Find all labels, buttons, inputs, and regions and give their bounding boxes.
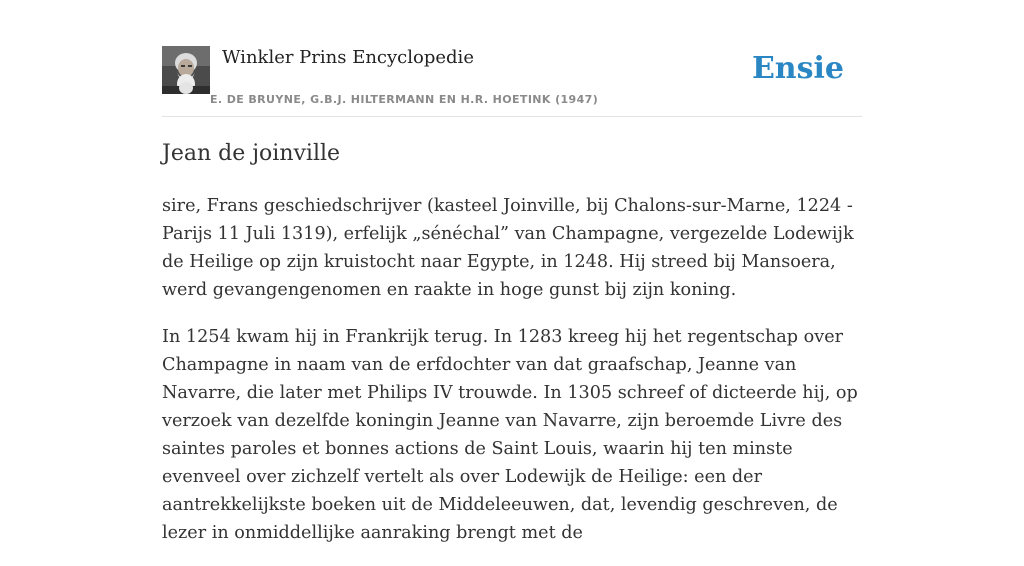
publication-header xyxy=(162,46,862,117)
ensie-logo[interactable]: Ensie xyxy=(751,51,844,86)
author-avatar[interactable] xyxy=(162,46,210,94)
article-body xyxy=(162,192,864,566)
article-title: Jean de joinville xyxy=(162,141,341,166)
publication-authors: E. DE BRUYNE, G.B.J. HILTERMANN EN H.R. HOETINK (1947) xyxy=(210,93,599,106)
article-paragraph: In 1254 kwam hij in Frankrijk terug. In 1283 kreeg hij het regentschap over Champagne in naam van de erfdochter van dat graafschap, Jeanne van Navarre, die later met Philips IV trouwde. In 1305 schreef of dicteerde hij, op verzoek van dezelfde koningin Jeanne van Navarre, zijn beroemde Livre des saintes paroles et bonnes actions de Saint Louis, waarin hij ten minste evenveel over zichzelf vertelt als over Lodewijk de Heilige: een der aantrekkelijkste boeken uit de Middeleeuwen, dat, levendig geschreven, de lezer in onmiddellijke aanraking brengt met de xyxy=(162,327,858,543)
article-paragraph: sire, Frans geschiedschrijver (kasteel Joinville, bij Chalons-sur-Marne, 1224 - Parijs 11 Juli 1319), erfelijk „sénéchal” van Champagne, vergezelde Lodewijk de Heilige op zijn kruistocht naar Egypte, in 1248. Hij streed bij Mansoera, werd gevangengenomen en raakte in hoge gunst bij zijn koning. xyxy=(162,196,854,300)
author-portrait-icon xyxy=(162,46,210,94)
publication-title[interactable]: Winkler Prins Encyclopedie xyxy=(222,47,474,68)
